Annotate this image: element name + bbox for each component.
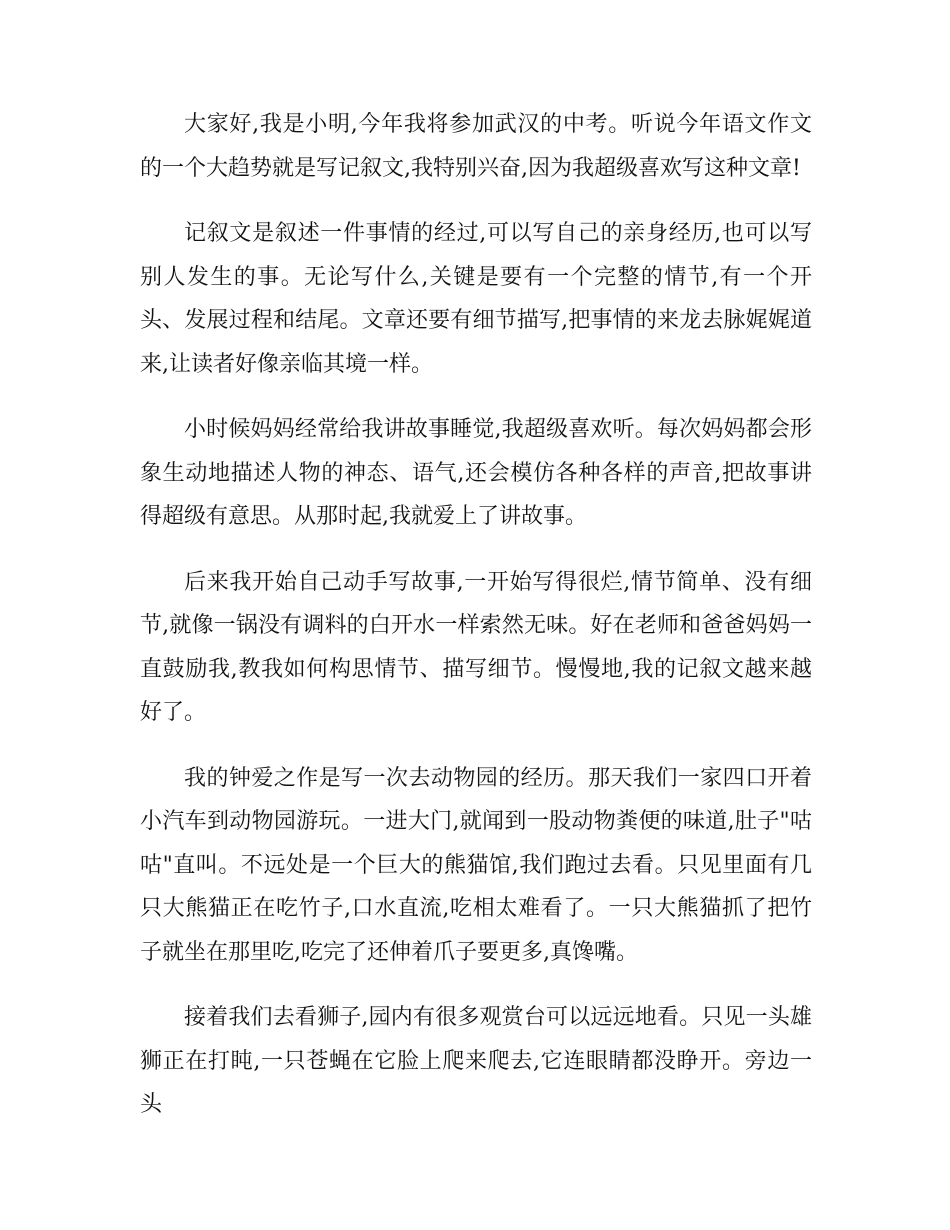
- paragraph-intro: 大家好,我是小明,今年我将参加武汉的中考。听说今年语文作文的一个大趋势就是写记叙文,我特别兴奋,因为我超级喜欢写这种文章!: [140, 112, 812, 181]
- document-body: [140, 103, 812, 1149]
- paragraph-zoo-pandas: 我的钟爱之作是写一次去动物园的经历。那天我们一家四口开着小汽车到动物园游玩。一进大门,就闻到一股动物粪便的味道,肚子"咕咕"直叫。不远处是一个巨大的熊猫馆,我们跑过去看。只见里面有几只大熊猫正在吃竹子,口水直流,吃相太难看了。一只大熊猫抓了把竹子就坐在那里吃,吃完了还伸着爪子要更多,真馋嘴。: [140, 765, 812, 965]
- paragraph-learning-to-write: 后来我开始自己动手写故事,一开始写得很烂,情节简单、没有细节,就像一锅没有调料的白开水一样索然无味。好在老师和爸爸妈妈一直鼓励我,教我如何构思情节、描写细节。慢慢地,我的记叙文越来越好了。: [140, 569, 812, 725]
- paragraph-zoo-lions: 接着我们去看狮子,园内有很多观赏台可以远远地看。只见一头雄狮正在打盹,一只苍蝇在它脸上爬来爬去,它连眼睛都没睁开。旁边一头: [140, 1005, 812, 1117]
- paragraph-narrative-definition: 记叙文是叙述一件事情的经过,可以写自己的亲身经历,也可以写别人发生的事。无论写什么,关键是要有一个完整的情节,有一个开头、发展过程和结尾。文章还要有细节描写,把事情的来龙去脉娓娓道来,让读者好像亲临其境一样。: [140, 221, 812, 377]
- paragraph-childhood-stories: 小时候妈妈经常给我讲故事睡觉,我超级喜欢听。每次妈妈都会形象生动地描述人物的神态、语气,还会模仿各种各样的声音,把故事讲得超级有意思。从那时起,我就爱上了讲故事。: [140, 417, 812, 529]
